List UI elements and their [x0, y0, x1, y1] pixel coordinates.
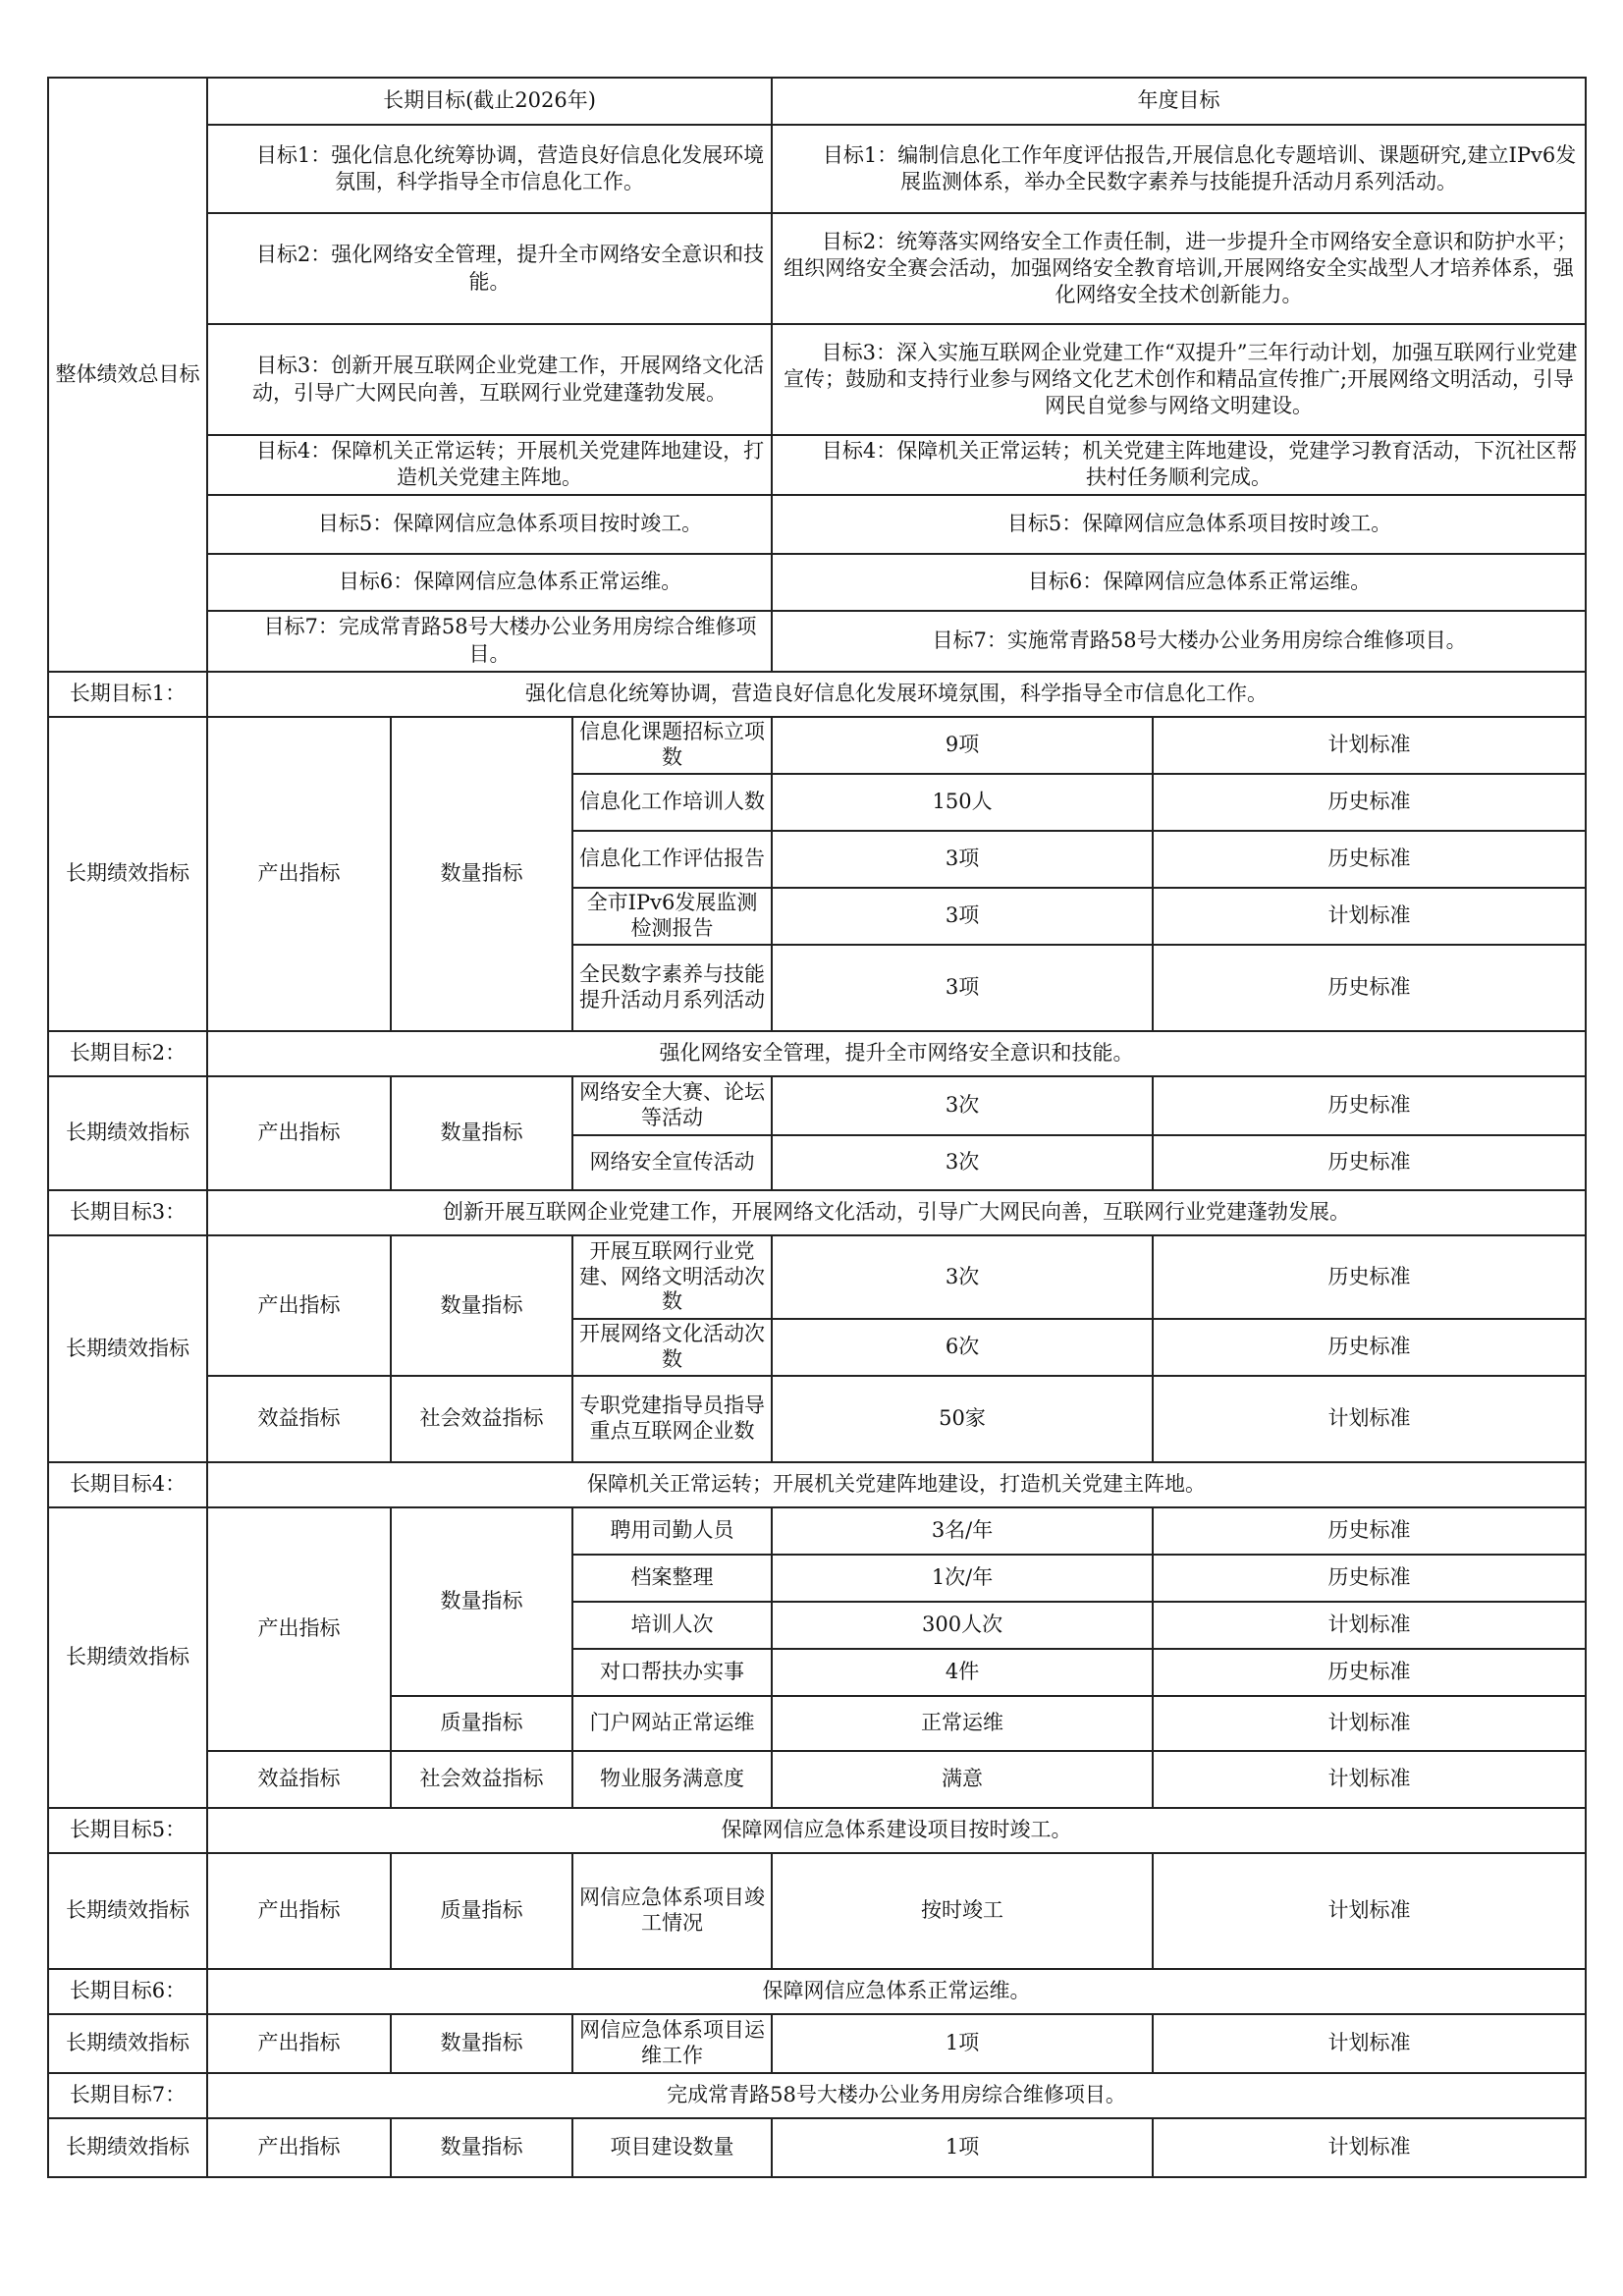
indicator-value: 3项: [772, 888, 1153, 945]
indicator-name: 聘用司勤人员: [572, 1507, 772, 1555]
quantity-indicator-label: 数量指标: [391, 1507, 572, 1696]
indicator-standard: 计划标准: [1153, 888, 1586, 945]
quantity-indicator-label: 数量指标: [391, 1235, 572, 1376]
section-goal-text: 保障机关正常运转；开展机关党建阵地建设，打造机关党建主阵地。: [207, 1462, 1586, 1507]
indicator-name: 信息化工作评估报告: [572, 831, 772, 888]
annual-goal-2: 目标2：统筹落实网络安全工作责任制，进一步提升全市网络安全意识和防护水平；组织网络安全赛会活动，加强网络安全教育培训,开展网络安全实战型人才培养体系，强化网络安全技术创新能力。: [772, 213, 1586, 324]
indicator-value: 1项: [772, 2014, 1153, 2073]
output-indicator-label: 产出指标: [207, 717, 391, 1031]
indicator-name: 信息化课题招标立项数: [572, 717, 772, 774]
indicator-name: 网络安全宣传活动: [572, 1135, 772, 1190]
indicator-name: 网络安全大赛、论坛等活动: [572, 1076, 772, 1135]
section-label: 长期目标1：: [48, 672, 207, 717]
annual-goal-6: 目标6：保障网信应急体系正常运维。: [772, 554, 1586, 611]
quantity-indicator-label: 数量指标: [391, 2014, 572, 2073]
section-goal-text: 完成常青路58号大楼办公业务用房综合维修项目。: [207, 2073, 1586, 2118]
section-label: 长期目标6：: [48, 1969, 207, 2014]
indicator-value: 3项: [772, 831, 1153, 888]
social-benefit-label: 社会效益指标: [391, 1376, 572, 1462]
annual-goal-3: 目标3：深入实施互联网企业党建工作“双提升”三年行动计划，加强互联网行业党建宣传；鼓励和支持行业参与网络文化艺术创作和精品宣传推广;开展网络文明活动，引导网民自觉参与网络文明建设。: [772, 324, 1586, 435]
benefit-indicator-label: 效益指标: [207, 1376, 391, 1462]
indicator-standard: 历史标准: [1153, 774, 1586, 831]
indicator-value: 150人: [772, 774, 1153, 831]
indicator-name: 开展网络文化活动次数: [572, 1319, 772, 1376]
annual-goal-5: 目标5：保障网信应急体系项目按时竣工。: [772, 495, 1586, 554]
long-goal-4: 目标4：保障机关正常运转；开展机关党建阵地建设，打造机关党建主阵地。: [207, 435, 772, 495]
annual-goal-4: 目标4：保障机关正常运转；机关党建主阵地建设，党建学习教育活动，下沉社区帮扶村任务顺利完成。: [772, 435, 1586, 495]
overall-goal-label: 整体绩效总目标: [48, 78, 207, 672]
annual-goal-1: 目标1：编制信息化工作年度评估报告,开展信息化专题培训、课题研究,建立IPv6发展监测体系，举办全民数字素养与技能提升活动月系列活动。: [772, 125, 1586, 213]
indicator-name: 对口帮扶办实事: [572, 1649, 772, 1696]
indicator-standard: 历史标准: [1153, 1649, 1586, 1696]
indicator-value: 9项: [772, 717, 1153, 774]
indicator-name: 全市IPv6发展监测检测报告: [572, 888, 772, 945]
indicator-standard: 历史标准: [1153, 1555, 1586, 1602]
social-benefit-label: 社会效益指标: [391, 1751, 572, 1808]
indicator-standard: 历史标准: [1153, 1235, 1586, 1319]
indicator-name: 物业服务满意度: [572, 1751, 772, 1808]
indicator-standard: 计划标准: [1153, 1696, 1586, 1751]
indicator-value: 300人次: [772, 1602, 1153, 1649]
long-goal-7: 目标7：完成常青路58号大楼办公业务用房综合维修项目。: [207, 611, 772, 672]
indicator-name: 门户网站正常运维: [572, 1696, 772, 1751]
annual-goal-7: 目标7：实施常青路58号大楼办公业务用房综合维修项目。: [772, 611, 1586, 672]
indicator-standard: 计划标准: [1153, 1376, 1586, 1462]
indicator-standard: 计划标准: [1153, 2118, 1586, 2177]
perf-indicator-label: 长期绩效指标: [48, 1235, 207, 1462]
indicator-standard: 计划标准: [1153, 1853, 1586, 1969]
indicator-name: 专职党建指导员指导重点互联网企业数: [572, 1376, 772, 1462]
section-label: 长期目标4：: [48, 1462, 207, 1507]
indicator-standard: 计划标准: [1153, 1602, 1586, 1649]
indicator-standard: 计划标准: [1153, 717, 1586, 774]
indicator-value: 4件: [772, 1649, 1153, 1696]
indicator-standard: 历史标准: [1153, 831, 1586, 888]
indicator-value: 3次: [772, 1235, 1153, 1319]
indicator-value: 3名/年: [772, 1507, 1153, 1555]
quantity-indicator-label: 数量指标: [391, 1076, 572, 1190]
quantity-indicator-label: 数量指标: [391, 2118, 572, 2177]
indicator-standard: 历史标准: [1153, 945, 1586, 1031]
output-indicator-label: 产出指标: [207, 1853, 391, 1969]
section-label: 长期目标7：: [48, 2073, 207, 2118]
indicator-standard: 计划标准: [1153, 2014, 1586, 2073]
indicator-value: 1项: [772, 2118, 1153, 2177]
quality-indicator-label: 质量指标: [391, 1853, 572, 1969]
indicator-name: 网信应急体系项目运维工作: [572, 2014, 772, 2073]
perf-indicator-label: 长期绩效指标: [48, 1507, 207, 1808]
indicator-value: 正常运维: [772, 1696, 1153, 1751]
indicator-standard: 历史标准: [1153, 1135, 1586, 1190]
section-goal-text: 强化信息化统筹协调，营造良好信息化发展环境氛围，科学指导全市信息化工作。: [207, 672, 1586, 717]
perf-indicator-label: 长期绩效指标: [48, 2118, 207, 2177]
output-indicator-label: 产出指标: [207, 1507, 391, 1751]
performance-table: [47, 77, 1587, 2178]
long-goal-5: 目标5：保障网信应急体系项目按时竣工。: [207, 495, 772, 554]
output-indicator-label: 产出指标: [207, 1235, 391, 1376]
long-term-header: 长期目标(截止2026年): [207, 78, 772, 125]
indicator-name: 开展互联网行业党建、网络文明活动次数: [572, 1235, 772, 1319]
quality-indicator-label: 质量指标: [391, 1696, 572, 1751]
perf-indicator-label: 长期绩效指标: [48, 1853, 207, 1969]
perf-indicator-label: 长期绩效指标: [48, 2014, 207, 2073]
section-label: 长期目标3：: [48, 1190, 207, 1235]
indicator-name: 信息化工作培训人数: [572, 774, 772, 831]
indicator-standard: 历史标准: [1153, 1319, 1586, 1376]
indicator-value: 1次/年: [772, 1555, 1153, 1602]
section-label: 长期目标2：: [48, 1031, 207, 1076]
long-goal-1: 目标1：强化信息化统筹协调，营造良好信息化发展环境氛围，科学指导全市信息化工作。: [207, 125, 772, 213]
indicator-name: 档案整理: [572, 1555, 772, 1602]
indicator-name: 项目建设数量: [572, 2118, 772, 2177]
output-indicator-label: 产出指标: [207, 2014, 391, 2073]
indicator-standard: 历史标准: [1153, 1507, 1586, 1555]
long-goal-2: 目标2：强化网络安全管理，提升全市网络安全意识和技能。: [207, 213, 772, 324]
annual-header: 年度目标: [772, 78, 1586, 125]
indicator-value: 3项: [772, 945, 1153, 1031]
indicator-standard: 计划标准: [1153, 1751, 1586, 1808]
indicator-standard: 历史标准: [1153, 1076, 1586, 1135]
indicator-value: 按时竣工: [772, 1853, 1153, 1969]
output-indicator-label: 产出指标: [207, 2118, 391, 2177]
section-goal-text: 强化网络安全管理，提升全市网络安全意识和技能。: [207, 1031, 1586, 1076]
long-goal-6: 目标6：保障网信应急体系正常运维。: [207, 554, 772, 611]
section-goal-text: 保障网信应急体系正常运维。: [207, 1969, 1586, 2014]
benefit-indicator-label: 效益指标: [207, 1751, 391, 1808]
perf-indicator-label: 长期绩效指标: [48, 1076, 207, 1190]
indicator-value: 3次: [772, 1076, 1153, 1135]
indicator-value: 50家: [772, 1376, 1153, 1462]
section-goal-text: 保障网信应急体系建设项目按时竣工。: [207, 1808, 1586, 1853]
indicator-value: 6次: [772, 1319, 1153, 1376]
section-label: 长期目标5：: [48, 1808, 207, 1853]
long-goal-3: 目标3：创新开展互联网企业党建工作，开展网络文化活动，引导广大网民向善，互联网行业党建蓬勃发展。: [207, 324, 772, 435]
indicator-name: 网信应急体系项目竣工情况: [572, 1853, 772, 1969]
indicator-value: 3次: [772, 1135, 1153, 1190]
quantity-indicator-label: 数量指标: [391, 717, 572, 1031]
section-goal-text: 创新开展互联网企业党建工作，开展网络文化活动，引导广大网民向善，互联网行业党建蓬勃发展。: [207, 1190, 1586, 1235]
indicator-name: 培训人次: [572, 1602, 772, 1649]
output-indicator-label: 产出指标: [207, 1076, 391, 1190]
indicator-value: 满意: [772, 1751, 1153, 1808]
perf-indicator-label: 长期绩效指标: [48, 717, 207, 1031]
indicator-name: 全民数字素养与技能提升活动月系列活动: [572, 945, 772, 1031]
